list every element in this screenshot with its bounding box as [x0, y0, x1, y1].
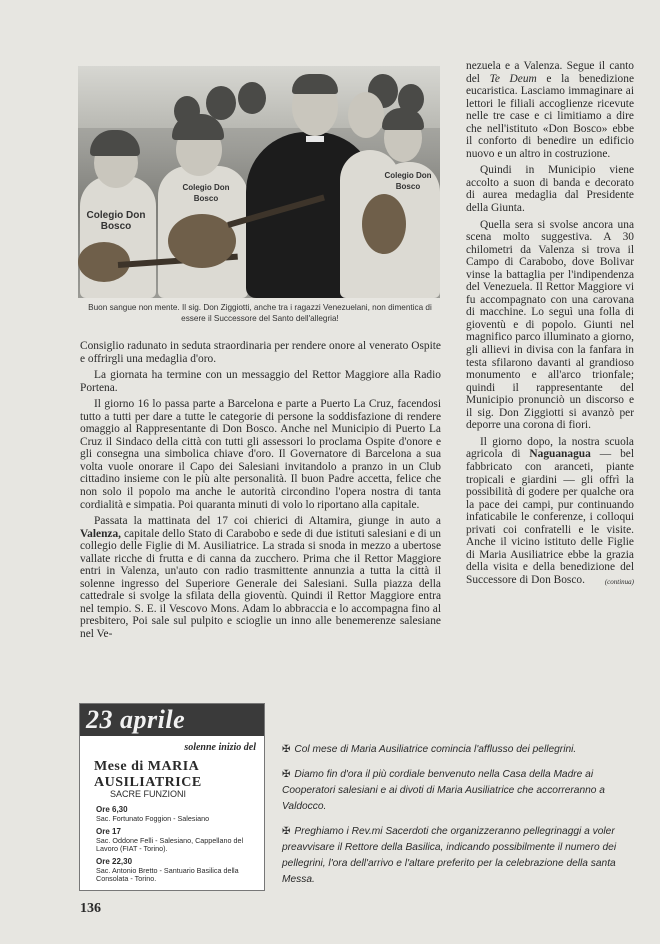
paragraph: Consiglio radunato in seduta straordinaria per rendere onore al venerato Ospite e offrirgli una medaglia d'oro.	[80, 340, 441, 365]
paragraph: Il giorno 16 lo passa parte a Barcelona e parte a Puerto La Cruz, facendosi tutto a tutti per dare a tutte le categorie di persone la soddisfazione di rendere omaggio al Rappresentante di Don Bosco. Anche nel Municipio di Puerto La Cruz il Sindaco della città con tutti gli assessori lo proclama Ospite d'onore e gli consegna una simbolica chiave d'oro. Il Governatore di Barcelona a sua volta vuole onorare il Capo dei Salesiani invitandolo a pranzo in un Club cittadino insieme con le più alte personalità. Il buon Padre accetta, felice che non solo il popolo ma anche le autorità circondino l'opera nostra di tanta cordialità e simpatia. Poi quaranta minuti di volo lo riportano alla capitale.	[80, 398, 441, 511]
paragraph: Quella sera si svolse ancora una scena molto suggestiva. A 30 chilometri da Valenza si trova il Campo di Carabobo, dove Bolivar vinse la battaglia per l'indipendenza del Venezuela. Il Rettor Maggiore vi fu accompagnato con una carovana di macchine. Lo seguì una folla di gioventù e di popolo. Giunti nel magnifico parco illuminato a giorno, gli allievi in divisa con la fanfara in testa sfilarono davanti al grandioso monumento e all'arco trionfale; quindi il rappresentante del Municipio pronunciò un discorso e il sig. Don Ziggiotti si avanzò per deporre una corona di fiori.	[466, 218, 634, 432]
shirt-label: Colegio Don Bosco	[86, 210, 146, 232]
announcement-box	[79, 703, 265, 891]
continued-marker: (continua)	[604, 577, 634, 586]
note-item: ✠ Col mese di Maria Ausiliatrice comincia l'afflusso dei pellegrini.	[282, 744, 577, 755]
announcement-title: Mese di MARIA AUSILIATRICE	[94, 759, 202, 790]
cross-icon: ✠	[282, 826, 291, 837]
right-text-column	[466, 60, 634, 588]
clerical-collar	[306, 136, 324, 142]
guitar-middle	[168, 214, 236, 268]
guitar-right	[362, 194, 406, 254]
photo-caption: Buon sangue non mente. Il sig. Don Ziggiotti, anche tra i ragazzi Venezuelani, non dimentica di essere il Successore del Santo dell'allegria!	[88, 303, 432, 323]
announcement-date: 23 aprile	[86, 705, 186, 734]
left-text-column	[80, 340, 441, 641]
services-heading: SACRE FUNZIONI	[110, 789, 187, 799]
cross-icon: ✠	[282, 744, 291, 755]
paragraph: Passata la mattinata del 17 coi chierici di Altamira, giunge in auto a Valenza, capitale dello Stato di Carabobo e sede di due istituti salesiani e di un collegio delle Figlie di M. Ausiliatrice. La strada si snoda in mezzo a ubertose vallate ricche di frutta e di canna da zucchero. Prima che il Rettor Maggiore entri in Valenza, un'auto con radio trasmittente annunzia a tutta la città il solenne ingresso del Superiore Generale dei Salesiani. Sulla piazza della cattedrale si svolge la sfilata della gioventù. Quindi il Rettor Maggiore entra nel tempio. S. E. il Vescovo Mons. Adam lo abbraccia e lo accompagna fino al presbitero, Poi sale sul pulpito e scioglie un inno alle benemerenze salesiane nel Ve-	[80, 515, 441, 641]
announcement-header	[80, 704, 264, 736]
shirt-label: Colegio Don Bosco	[384, 171, 432, 191]
paragraph: Il giorno dopo, la nostra scuola agricola di Naguanagua — bel fabbricato con aranceti, piante tropicali e giardini — gli offrì la possibilità di godere per qualche ora la pace dei campi, pur continuando infaticabile le conferenze, i colloqui privati coi confratelli e le visite. Anche il vicino istituto delle Figlie di Maria Ausiliatrice ebbe la grazia della visita e della benedizione del Successore di Don Bosco. (continua)	[466, 436, 634, 587]
service-item: Ore 17 Sac. Oddone Felli - Salesiano, Cappellano del Lavoro (FIAT - Torino).	[96, 827, 244, 853]
announcement-subtitle: solenne inizio del	[184, 742, 256, 753]
shirt-label: Colegio Don Bosco	[182, 183, 230, 203]
service-item: Ore 22,30 Sac. Antonio Bretto - Santuario Basilica della Consolata - Torino.	[96, 857, 239, 883]
page-number: 136	[80, 901, 101, 916]
note-item: ✠ Preghiamo i Rev.mi Sacerdoti che organizzeranno pellegrinaggi a voler preavvisare il Rettore della Basilica, indicando possibilmente il numero dei pellegrini, l'ora dell'arrivo e l'altare preferito per la celebrazione della santa Messa.	[282, 826, 617, 885]
note-item: ✠ Diamo fin d'ora il più cordiale benvenuto nella Casa della Madre ai Cooperatori salesiani e ai divoti di Maria Ausiliatrice che accorreranno a Valdocco.	[282, 769, 605, 812]
paragraph: nezuela e a Valenza. Segue il canto del Te Deum e la benedizione eucaristica. Lasciamo immaginare ai lettori le filiali accoglienze ricevute nelle tre case e ci limitiamo a dire che nell'istituto «Don Bosco» ebbe il conforto di benedire un edificio nuovo e un altro in costruzione.	[466, 60, 634, 160]
service-item: Ore 6,30 Sac. Fortunato Foggion - Salesiano	[96, 805, 210, 823]
paragraph: La giornata ha termine con un messaggio del Rettor Maggiore alla Radio Portena.	[80, 369, 441, 394]
paragraph: Quindi in Municipio viene accolto a suon di banda e decorato di aurea medaglia dal Presidente della Giunta.	[466, 164, 634, 215]
pilgrim-notes	[282, 742, 640, 888]
photo-priest-with-boys	[78, 66, 440, 298]
cross-icon: ✠	[282, 769, 291, 780]
